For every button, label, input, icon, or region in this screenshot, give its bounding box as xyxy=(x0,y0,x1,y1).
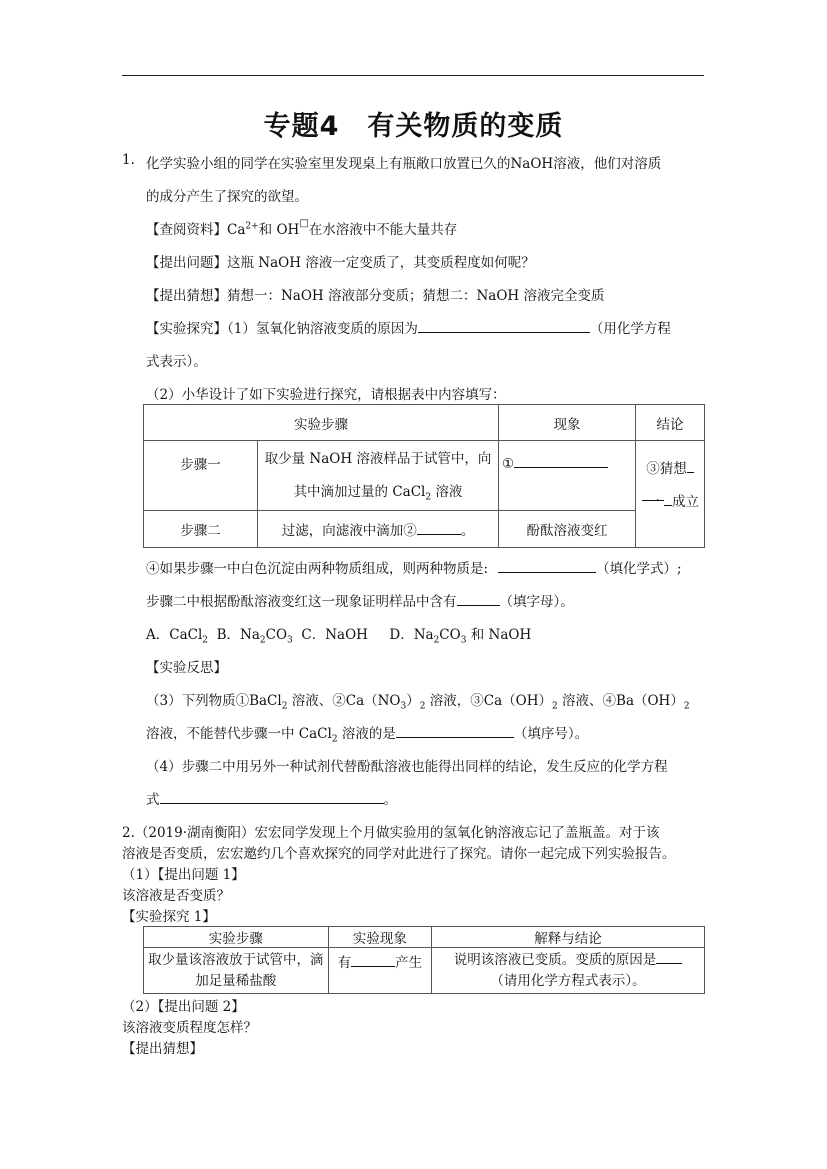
explore-text-end: （用化学方程 xyxy=(589,321,671,337)
blank-marker-1: ① xyxy=(502,456,515,472)
q3-d: 溶液，③Ca（OH） xyxy=(425,693,552,709)
conclusion-holds: 成立 xyxy=(672,494,699,510)
ref-label: 【查阅资料】 xyxy=(146,222,227,238)
q1-guess: 【提出猜想】猜想一：NaOH 溶液部分变质；猜想二：NaOH 溶液完全变质 xyxy=(146,288,605,304)
ref-oh-charge: □ xyxy=(299,218,309,229)
q1-intro-line2: 的成分产生了探究的欲望。 xyxy=(146,189,308,205)
ref-ca-charge: 2+ xyxy=(245,221,259,232)
q2-th-conclusion: 解释与结论 xyxy=(432,927,705,948)
step2-end: 。 xyxy=(460,523,475,539)
answer-blank-2[interactable] xyxy=(417,520,461,535)
answer-blank-4[interactable] xyxy=(498,558,596,573)
q2-th-steps: 实验步骤 xyxy=(144,927,329,948)
q3-b-sub: 3 xyxy=(400,701,407,712)
answer-blank-gas[interactable] xyxy=(351,952,395,967)
q3-c-sub: 2 xyxy=(419,701,426,712)
answer-blank-q4p[interactable] xyxy=(160,789,384,804)
q3-e-sub: 2 xyxy=(683,701,690,712)
q2-phen-b: 产生 xyxy=(395,955,423,971)
q4-text-end: （填化学式）; xyxy=(596,561,682,577)
th-phenomenon: 现象 xyxy=(499,405,636,441)
option-d-sub: 2 xyxy=(433,635,440,646)
q3-b: 溶液、②Ca（NO xyxy=(287,693,401,709)
q2-step-line2: 加足量稀盐酸 xyxy=(195,972,277,989)
option-d-mid: CO xyxy=(439,627,461,643)
q2-phen-a: 有 xyxy=(337,955,352,971)
ref-text: 在水溶液中不能大量共存 xyxy=(308,222,458,238)
q3-e: 溶液、④Ba（OH） xyxy=(557,693,684,709)
q2-line2: 溶液是否变质，宏宏邀约几个喜欢探究的同学对此进行了探究。请你一起完成下列实验报告。 xyxy=(122,846,676,862)
step1-reagent-end: 溶液 xyxy=(431,483,463,500)
option-b[interactable] xyxy=(216,627,293,646)
option-d-text: D．Na xyxy=(389,627,434,643)
q1-question: 【提出问题】这瓶 NaOH 溶液一定变质了，其变质程度如何呢？ xyxy=(146,255,535,271)
step2-phenomenon: 酚酞溶液变红 xyxy=(499,511,636,548)
q2-conclusion xyxy=(432,948,705,994)
step1-phenomenon xyxy=(499,441,636,511)
q1-q4-line1 xyxy=(146,557,682,577)
option-d-sub2: 3 xyxy=(460,635,467,646)
q1-experiment-table xyxy=(143,404,705,548)
q1-intro-line1: 化学实验小组的同学在实验室里发现桌上有瓶敞口放置已久的NaOH溶液，他们对溶质 xyxy=(146,156,662,172)
step2-label: 步骤二 xyxy=(144,511,258,548)
q2-experiment-table xyxy=(143,926,705,994)
option-d[interactable] xyxy=(389,627,532,646)
step1-desc xyxy=(258,441,499,511)
step2-text: 过滤，向滤液中滴加② xyxy=(281,523,417,539)
q3-line2-a: 溶液，不能替代步骤一中 CaCl xyxy=(146,726,332,742)
q4p-b: 式 xyxy=(146,792,160,808)
q1-reference xyxy=(146,218,457,238)
q4-text: ④如果步骤一中白色沉淀由两种物质组成，则两种物质是: xyxy=(146,561,489,577)
ref-oh: 和 OH xyxy=(258,222,300,238)
answer-blank-q3[interactable] xyxy=(396,723,514,738)
conclusion-cell xyxy=(636,441,705,548)
conclusion-line2 xyxy=(636,486,704,519)
q2-step-line1: 取少量该溶液放于试管中，滴 xyxy=(148,951,324,968)
q1-q3-line1 xyxy=(146,689,690,712)
q1-q4p-line1: （4）步骤二中用另外一种试剂代替酚酞溶液也能得出同样的结论，发生反应的化学方程 xyxy=(146,759,668,775)
q2-problem2-question: 该溶液变质程度怎样？ xyxy=(122,1020,257,1036)
q2-explore1: 【实验探究 1】 xyxy=(122,909,216,925)
header-rule xyxy=(122,75,704,76)
q2-problem1-question: 该溶液是否变质？ xyxy=(122,888,230,904)
option-a-sub: 2 xyxy=(202,635,209,646)
q4p-end: 。 xyxy=(383,792,397,808)
option-a[interactable] xyxy=(146,627,209,646)
q3-a: （3）下列物质①BaCl xyxy=(146,693,282,709)
answer-blank-q2-eq[interactable] xyxy=(656,949,682,964)
q2-problem1: （1）【提出问题 1】 xyxy=(122,867,245,883)
q2-guess: 【提出猜想】 xyxy=(122,1041,203,1057)
page-title: 专题4 有关物质的变质 xyxy=(263,111,564,142)
q1-number: 1. xyxy=(122,152,135,168)
q3-c: ） xyxy=(406,693,420,709)
step1-reagent: 其中滴加过量的 CaCl xyxy=(293,483,426,500)
q1-q4p-line2 xyxy=(146,788,397,808)
q1-options xyxy=(146,623,532,646)
q1-explore-line1 xyxy=(146,317,671,337)
q3-line2-b: 溶液的是 xyxy=(337,726,396,742)
q3-line2-sub: 2 xyxy=(331,734,338,745)
q2-step-desc xyxy=(144,948,329,994)
answer-blank-3b[interactable]: 一 xyxy=(642,486,664,501)
q4b-text-end: （填字母）。 xyxy=(499,594,574,610)
q1-explore-line2: 式表示）。 xyxy=(146,354,207,370)
q2-problem2: （2）【提出问题 2】 xyxy=(122,999,245,1015)
step2-desc xyxy=(258,511,499,548)
option-a-text: A．CaCl xyxy=(146,627,203,643)
step1-desc-line2 xyxy=(258,476,498,509)
option-d-end: 和 NaOH xyxy=(466,627,532,643)
q2-line1: 2.（2019·湖南衡阳）宏宏同学发现上个月做实验用的氢氧化钠溶液忘记了盖瓶盖。对于该 xyxy=(122,825,660,841)
answer-blank-equation[interactable] xyxy=(418,318,590,333)
q3-a-sub: 2 xyxy=(281,701,288,712)
option-b-text: B．Na xyxy=(216,627,260,643)
step1-label: 步骤一 xyxy=(144,441,258,511)
step1-reagent-sub: 2 xyxy=(425,492,432,503)
q2-conc-a: 说明该溶液已变质。变质的原因是 xyxy=(453,952,657,968)
answer-blank-4b[interactable] xyxy=(457,591,500,606)
q1-reflect: 【实验反思】 xyxy=(146,660,227,676)
conclusion-line1 xyxy=(636,453,704,486)
option-c[interactable]: C．NaOH xyxy=(301,627,368,643)
explore-text: 【实验探究】（1）氢氧化钠溶液变质的原因为 xyxy=(146,321,418,337)
option-b-sub: 2 xyxy=(259,635,266,646)
q1-q3-line2 xyxy=(146,722,589,745)
q1-q4-line2 xyxy=(146,590,574,610)
q3-line2-end: （填序号）。 xyxy=(513,726,589,742)
q3-d-sub: 2 xyxy=(552,701,558,712)
step1-desc-line1: 取少量 NaOH 溶液样品于试管中，向 xyxy=(264,450,492,467)
q2-th-phenomenon: 实验现象 xyxy=(328,927,431,948)
q1-part2: （2）小华设计了如下实验进行探究，请根据表中内容填写： xyxy=(146,387,506,403)
answer-blank-3c[interactable] xyxy=(664,491,672,506)
q2-conclusion-line2: （请用化学方程式表示）。 xyxy=(490,973,646,989)
conclusion-guess: ③猜想 xyxy=(646,461,687,477)
q4b-text: 步骤二中根据酚酞溶液变红这一现象证明样品中含有 xyxy=(146,594,457,610)
answer-blank-3a[interactable] xyxy=(687,458,694,473)
option-b-sub2: 3 xyxy=(287,635,293,646)
answer-blank-1[interactable] xyxy=(514,453,608,468)
th-conclusion: 结论 xyxy=(636,405,705,441)
th-steps: 实验步骤 xyxy=(144,405,499,441)
ref-ca: Ca xyxy=(227,222,246,238)
q2-phenomenon xyxy=(328,948,431,994)
q2-conclusion-line1 xyxy=(432,949,704,971)
option-b-end: CO xyxy=(265,627,288,643)
